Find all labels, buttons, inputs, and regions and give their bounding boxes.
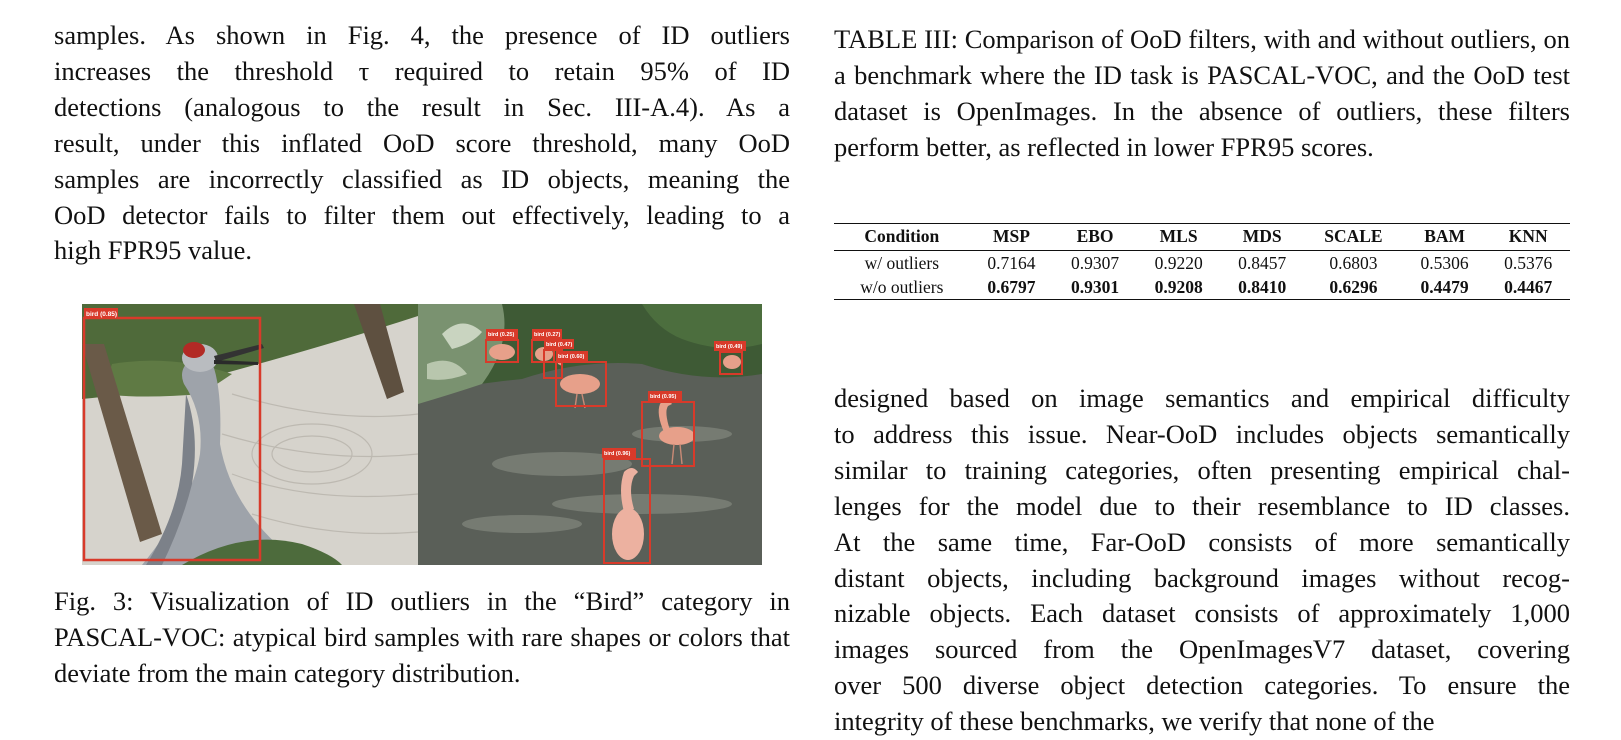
table-cell: 0.7164 [987,253,1036,273]
left-paragraph-line: samples. As shown in Fig. 4, the presence of ID outliers [54,20,790,50]
flamingo-panel [418,304,762,565]
right-box-label: bird (0.95) [650,394,677,400]
figure-3-caption [54,584,790,692]
left-paragraph [54,18,790,269]
right-body-line: At the same time, Far-OoD consists of more semantically [834,526,1570,557]
figure-3-image [82,304,762,565]
table-cell: 0.6296 [1304,275,1403,300]
right-body-line: lenges for the model due to their resemblance to ID classes. [834,490,1570,521]
table-row [834,251,1570,276]
table-3-caption [834,18,1570,166]
table-cell: 0.4479 [1403,275,1487,300]
right-body-line: nizable objects. Each dataset consists of approximately 1,000 [834,598,1570,629]
table-cell: 0.8457 [1238,253,1287,273]
right-box-label: bird (0.49) [716,344,743,350]
left-paragraph-text [54,18,790,269]
table-header: EBO [1053,224,1137,251]
table-cell: 0.9301 [1053,275,1137,300]
right-box-label: bird (0.96) [604,451,631,457]
table-cell: 0.8410 [1220,275,1304,300]
table-row [834,275,1570,300]
table-cell: 0.5306 [1420,253,1469,273]
right-box-label: bird (0.47) [546,342,573,348]
left-paragraph-line: OoD detector fails to filter them out effectively, leading to a [54,199,790,230]
table-header: KNN [1486,224,1570,251]
table-cell: 0.9208 [1137,275,1221,300]
figure-3-caption-text: Fig. 3: Visualization of ID outliers in the “Bird” category in PASCAL-VOC: atypical bird samples with rare shapes or colors that deviate from the main category distribution. [54,586,790,688]
table-cell: w/ outliers [864,253,940,273]
right-body-line: similar to training categories, often presenting empirical chal- [834,454,1570,485]
right-body-line: designed based on image semantics and empirical difficulty [834,383,1570,413]
table-cell: w/o outliers [834,275,970,300]
left-paragraph-line: result, under this inflated OoD score threshold, many OoD [54,127,790,158]
right-body-text [834,381,1570,740]
comparison-table [834,223,1570,300]
right-box-label: bird (0.27) [534,332,561,338]
table-header-row [834,224,1570,251]
table-cell: 0.5376 [1504,253,1553,273]
table-cell: 0.9220 [1154,253,1203,273]
table-header: MSP [970,224,1054,251]
table-header: MDS [1220,224,1304,251]
right-body-line: to address this issue. Near-OoD includes objects semantically [834,418,1570,449]
table-header: Condition [834,224,970,251]
right-body-line: images sourced from the OpenImagesV7 dataset, covering [834,634,1570,665]
table-cell: 0.6803 [1329,253,1378,273]
left-paragraph-line: increases the threshold τ required to retain 95% of ID [54,55,790,86]
right-body-paragraph [834,381,1570,740]
figure-3 [82,304,762,565]
table-header: MLS [1137,224,1221,251]
table-3 [834,223,1570,300]
table-cell: 0.6797 [970,275,1054,300]
crane-panel [82,304,418,565]
right-body-line: integrity of these benchmarks, we verify that none of the [834,706,1435,737]
left-paragraph-line: samples are incorrectly classified as ID objects, meaning the [54,163,790,194]
table-3-caption-text: TABLE III: Comparison of OoD filters, with and without outliers, on a benchmark where the ID task is PASCAL-VOC, and the OoD test dataset is OpenImages. In the absence of outliers, these filters perform better, as reflected in lower FPR95 scores. [834,24,1570,162]
right-body-line: distant objects, including background images without recog- [834,562,1570,593]
left-box-label: bird (0.85) [86,311,118,318]
left-paragraph-line: high FPR95 value. [54,235,253,266]
right-box-label: bird (0.25) [488,332,515,338]
table-cell: 0.9307 [1070,253,1120,273]
right-body-line: over 500 diverse object detection categories. To ensure the [834,670,1570,701]
table-header: SCALE [1304,224,1403,251]
left-paragraph-line: detections (analogous to the result in Sec. III-A.4). As a [54,91,790,122]
table-cell: 0.4467 [1486,275,1570,300]
right-box-label: bird (0.60) [558,354,585,360]
table-header: BAM [1403,224,1487,251]
